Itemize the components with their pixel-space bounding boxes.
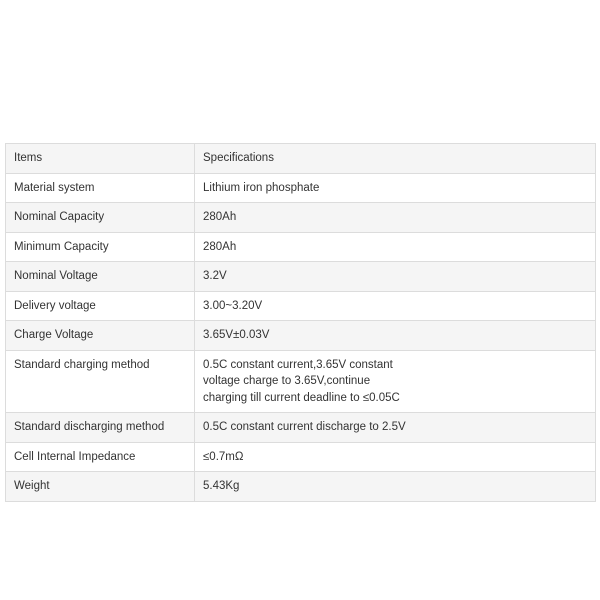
table-header-row bbox=[6, 144, 596, 174]
row-label: Material system bbox=[6, 173, 195, 203]
row-label: Nominal Voltage bbox=[6, 262, 195, 292]
table-row bbox=[6, 472, 596, 502]
row-label: Delivery voltage bbox=[6, 291, 195, 321]
row-value: 0.5C constant current,3.65V constant voltage charge to 3.65V,continue charging till current deadline to ≤0.05C bbox=[195, 350, 596, 413]
row-value: 3.2V bbox=[195, 262, 596, 292]
table-row bbox=[6, 442, 596, 472]
row-label: Charge Voltage bbox=[6, 321, 195, 351]
table-row bbox=[6, 413, 596, 443]
table-row bbox=[6, 321, 596, 351]
row-value: Lithium iron phosphate bbox=[195, 173, 596, 203]
row-value: 0.5C constant current discharge to 2.5V bbox=[195, 413, 596, 443]
table-row bbox=[6, 203, 596, 233]
row-label: Nominal Capacity bbox=[6, 203, 195, 233]
specifications-table bbox=[5, 143, 596, 502]
header-items: Items bbox=[6, 144, 195, 174]
row-label: Cell Internal Impedance bbox=[6, 442, 195, 472]
table-row bbox=[6, 232, 596, 262]
row-value: 280Ah bbox=[195, 203, 596, 233]
row-value: ≤0.7mΩ bbox=[195, 442, 596, 472]
row-value: 3.65V±0.03V bbox=[195, 321, 596, 351]
header-specifications: Specifications bbox=[195, 144, 596, 174]
row-label: Standard charging method bbox=[6, 350, 195, 413]
table-row bbox=[6, 291, 596, 321]
table-row bbox=[6, 262, 596, 292]
row-value: 5.43Kg bbox=[195, 472, 596, 502]
row-value: 280Ah bbox=[195, 232, 596, 262]
row-value: 3.00~3.20V bbox=[195, 291, 596, 321]
table-row bbox=[6, 350, 596, 413]
row-label: Weight bbox=[6, 472, 195, 502]
row-label: Standard discharging method bbox=[6, 413, 195, 443]
table-row bbox=[6, 173, 596, 203]
row-label: Minimum Capacity bbox=[6, 232, 195, 262]
